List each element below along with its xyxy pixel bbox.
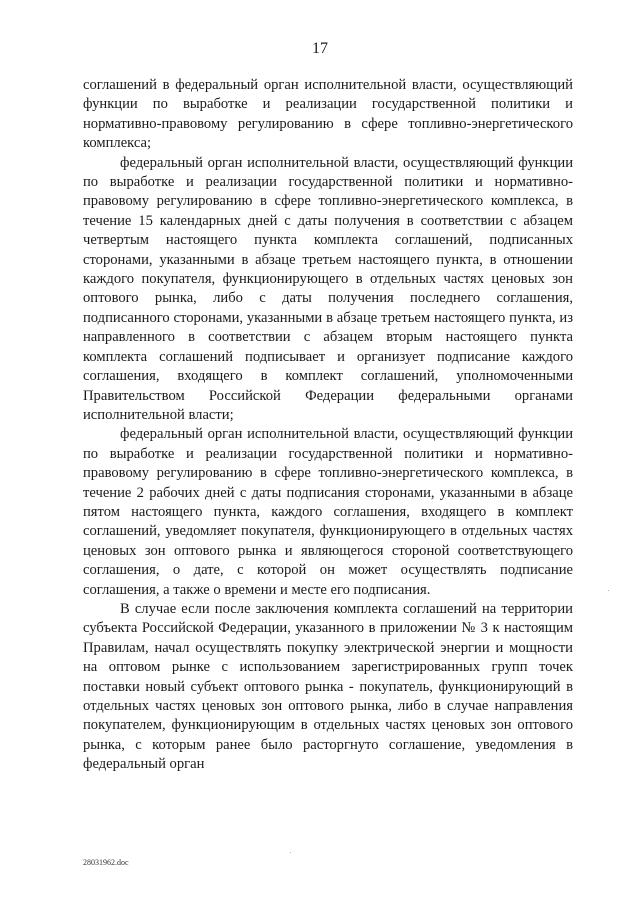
footer-filename: 28031962.doc: [83, 858, 129, 867]
paragraph: федеральный орган исполнительной власти, осуществляющий функции по выработке и реализации государственной политики и нормативно-правовому регулированию в сфере топливно-энергетического комплекса, в течение 2 рабочих дней с даты подписания сторонами, указанными в абзаце пятом настоящего пункта, каждого соглашения, входящего в комплект соглашений, уведомляет покупателя, функционирующего в отдельных частях ценовых зон оптового рынка и являющегося стороной соответствующего соглашения, о дате, с которой он может осуществлять подписание соглашения, а также о времени и месте его подписания.: [83, 426, 573, 598]
paragraph: федеральный орган исполнительной власти, осуществляющий функции по выработке и реализации государственной политики и нормативно-правовому регулированию в сфере топливно-энергетического комплекса, в течение 15 календарных дней с даты получения в соответствии с абзацем четвертым настоящего пункта комплекта соглашений, подписанных сторонами, указанными в абзаце третьем настоящего пункта, в отношении каждого покупателя, функционирующего в отдельных частях ценовых зон оптового рынка, либо с даты получения последнего соглашения, подписанного сторонами, указанными в абзаце третьем настоящего пункта, из направленного в соответствии с абзацем вторым настоящего пункта комплекта соглашений подписывает и организует подписание каждого соглашения, входящего в комплект соглашений, уполномоченными Правительством Российской Федерации федеральными органами исполнительной власти;: [83, 154, 573, 423]
document-body: [83, 76, 573, 775]
scan-speck: [608, 590, 609, 591]
paragraph-continuation: соглашений в федеральный орган исполнительной власти, осуществляющий функции по выработке и реализации государственной политики и нормативно-правовому регулированию в сфере топливно-энергетического комплекса;: [83, 77, 573, 152]
page-number: 17: [312, 40, 328, 57]
paragraph: В случае если после заключения комплекта соглашений на территории субъекта Российской Федерации, указанного в приложении № 3 к настоящим Правилам, начал осуществлять покупку электрической энергии и мощности на оптовом рынке с использованием зарегистрированных групп точек поставки новый субъект оптового рынка - покупатель, функционирующий в отдельных частях ценовых зон оптового рынка, либо в случае направления покупателем, функционирующим в отдельных частях ценовых зон оптового рынка, с которым ранее было расторгнуто соглашение, уведомления в федеральный орган: [83, 600, 573, 773]
scan-speck: [290, 852, 291, 853]
